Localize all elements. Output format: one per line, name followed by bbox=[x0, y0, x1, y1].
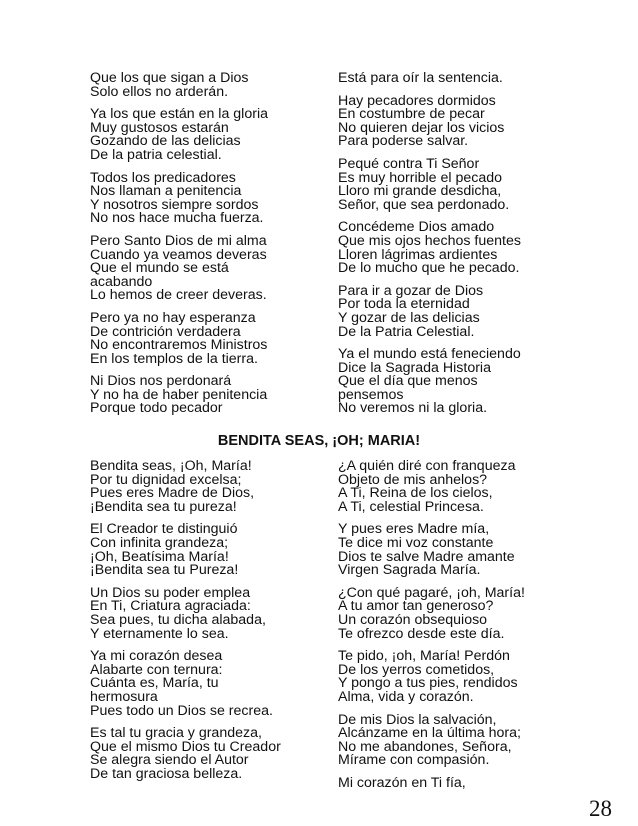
verse-line: En Ti, Criatura agraciada: bbox=[90, 598, 251, 615]
verse-line: ¿A quién diré con franqueza bbox=[338, 458, 516, 474]
verse-line: Y pues eres Madre mía, bbox=[338, 521, 490, 538]
verse-line: El Creador te distinguió bbox=[90, 521, 238, 538]
verse-line: ¡Bendita sea tu pureza! bbox=[90, 498, 237, 515]
verse-line: Lloren lágrimas ardientes bbox=[338, 246, 498, 263]
verse-line: Que el día que menos bbox=[338, 373, 478, 390]
verse-line: Cuánta es, María, tu bbox=[90, 675, 219, 692]
stanza bbox=[338, 72, 588, 86]
verse-line: Señor, que sea perdonado. bbox=[338, 196, 510, 213]
verse-line: No me abandones, Señora, bbox=[338, 738, 512, 755]
verse-line: acabando bbox=[90, 273, 153, 290]
poem-title-text: BENDITA SEAS, ¡OH; MARIA! bbox=[217, 433, 421, 449]
poem-column-left-1 bbox=[90, 72, 330, 425]
stanza bbox=[90, 523, 330, 577]
verse-line: De contrición verdadera bbox=[90, 323, 241, 340]
verse-line: Mírame con compasión. bbox=[338, 752, 490, 769]
verse-line: Nos llaman a penitencia bbox=[90, 183, 242, 200]
stanza bbox=[90, 650, 330, 718]
verse-line: Está para oír la sentencia. bbox=[338, 70, 503, 86]
verse-line: Gozando de las delicias bbox=[90, 133, 241, 150]
stanza bbox=[90, 375, 330, 416]
verse-line: Cuando ya veamos deveras bbox=[90, 246, 267, 263]
stanza bbox=[338, 155, 588, 213]
verse-line: pensemos bbox=[338, 386, 404, 403]
verse-line: No veremos ni la gloria. bbox=[338, 400, 488, 417]
verse-line: A tu amor tan generoso? bbox=[338, 598, 494, 615]
verse-line: Y no ha de haber penitencia bbox=[90, 386, 268, 403]
verse-line: Objeto de mis anhelos? bbox=[338, 471, 488, 488]
verse-line: Te ofrezco desde este día. bbox=[338, 625, 505, 642]
verse-line: A Ti, Reina de los cielos, bbox=[338, 485, 493, 502]
verse-line: Que el mundo se está bbox=[90, 260, 229, 277]
verse-line: Que mis ojos hechos fuentes bbox=[338, 232, 521, 249]
verse-line: Pero Santo Dios de mi alma bbox=[90, 232, 267, 249]
verse-line: Ya los que están en la gloria bbox=[90, 106, 268, 123]
verse-line: Y pongo a tus pies, rendidos bbox=[338, 675, 518, 692]
verse-line: Ya mi corazón desea bbox=[90, 648, 223, 665]
stanza bbox=[338, 711, 588, 769]
verse-line: En costumbre de pecar bbox=[338, 106, 485, 123]
stanza bbox=[338, 523, 588, 577]
stanza bbox=[338, 348, 588, 416]
verse-line: De los yerros cometidos, bbox=[338, 661, 495, 678]
stanza bbox=[90, 584, 330, 642]
stanza bbox=[90, 108, 330, 162]
stanza bbox=[90, 460, 330, 514]
page-number: 28 bbox=[589, 796, 612, 821]
verse-line: Dios te salve Madre amante bbox=[338, 548, 515, 565]
verse-line: Para poderse salvar. bbox=[338, 133, 469, 150]
verse-line: Alcánzame en la última hora; bbox=[338, 725, 521, 742]
verse-line: Alma, vida y corazón. bbox=[338, 688, 474, 705]
poem-column-left-2 bbox=[90, 460, 330, 790]
verse-line: ¡Oh, Beatísima María! bbox=[90, 548, 229, 565]
verse-line: Para ir a gozar de Dios bbox=[338, 282, 484, 299]
stanza bbox=[90, 727, 330, 781]
verse-line: Se alegra siendo el Autor bbox=[90, 752, 249, 769]
poem-column-right-1 bbox=[338, 72, 588, 425]
stanza bbox=[338, 460, 588, 514]
verse-line: Es muy horrible el pecado bbox=[338, 169, 503, 186]
verse-line: Solo ellos no arderán. bbox=[90, 83, 229, 100]
verse-line: Lo hemos de creer deveras. bbox=[90, 287, 267, 304]
verse-line: De mis Dios la salvación, bbox=[338, 711, 497, 728]
verse-line: Pues todo un Dios se recrea. bbox=[90, 702, 273, 719]
poem-column-right-2 bbox=[338, 460, 588, 799]
verse-line: A Ti, celestial Princesa. bbox=[338, 498, 484, 515]
verse-line: De tan graciosa belleza. bbox=[90, 765, 243, 782]
verse-line: Porque todo pecador bbox=[90, 400, 223, 417]
verse-line: Alabarte con ternura: bbox=[90, 661, 223, 678]
verse-line: Bendita seas, ¡Oh, María! bbox=[90, 458, 252, 474]
stanza bbox=[338, 584, 588, 642]
stanza bbox=[338, 221, 588, 275]
verse-line: De la patria celestial. bbox=[90, 146, 222, 163]
verse-line: Y eternamente lo sea. bbox=[90, 625, 229, 642]
verse-line: Pequé contra Ti Señor bbox=[338, 155, 480, 172]
stanza bbox=[338, 650, 588, 704]
verse-line: Te pido, ¡oh, María! Perdón bbox=[338, 648, 510, 665]
verse-line: Hay pecadores dormidos bbox=[338, 92, 496, 109]
stanza bbox=[338, 774, 588, 791]
stanza bbox=[90, 309, 330, 367]
verse-line: hermosura bbox=[90, 688, 158, 705]
verse-line: Y nosotros siempre sordos bbox=[90, 196, 259, 213]
verse-line: Con infinita grandeza; bbox=[90, 534, 229, 551]
verse-line: Ni Dios nos perdonará bbox=[90, 373, 232, 390]
verse-line: De la Patria Celestial. bbox=[338, 323, 475, 340]
verse-line: Muy gustosos estarán bbox=[90, 119, 229, 136]
verse-line: Por toda la eternidad bbox=[338, 296, 470, 313]
verse-line: No encontraremos Ministros bbox=[90, 337, 268, 354]
verse-line: Ya el mundo está feneciendo bbox=[338, 346, 521, 363]
verse-line: No nos hace mucha fuerza. bbox=[90, 210, 264, 227]
stanza bbox=[338, 92, 588, 150]
verse-line: Concédeme Dios amado bbox=[338, 219, 495, 236]
verse-line: Que el mismo Dios tu Creador bbox=[90, 738, 281, 755]
verse-line: En los templos de la tierra. bbox=[90, 350, 258, 367]
verse-line: Todos los predicadores bbox=[90, 169, 236, 186]
verse-line: Mi corazón en Ti fía, bbox=[338, 774, 466, 791]
verse-line: Dice la Sagrada Historia bbox=[338, 359, 491, 376]
verse-line: No quieren dejar los vicios bbox=[338, 119, 505, 136]
verse-line: Que los que sigan a Dios bbox=[90, 70, 249, 86]
verse-line: Un Dios su poder emplea bbox=[90, 584, 251, 601]
verse-line: De lo mucho que he pecado. bbox=[338, 260, 520, 277]
verse-line: Y gozar de las delicias bbox=[338, 309, 480, 326]
stanza bbox=[90, 232, 330, 304]
verse-line: Por tu dignidad excelsa; bbox=[90, 471, 242, 488]
verse-line: Lloro mi grande desdicha, bbox=[338, 183, 502, 200]
verse-line: ¿Con qué pagaré, ¡oh, María! bbox=[338, 584, 525, 601]
verse-line: Virgen Sagrada María. bbox=[338, 562, 481, 579]
verse-line: Sea pues, tu dicha alabada, bbox=[90, 611, 266, 628]
stanza bbox=[338, 282, 588, 340]
verse-line: Pues eres Madre de Dios, bbox=[90, 485, 255, 502]
verse-line: ¡Bendita sea tu Pureza! bbox=[90, 562, 239, 579]
verse-line: Un corazón obsequioso bbox=[338, 611, 488, 628]
poem-title bbox=[0, 433, 638, 449]
stanza bbox=[90, 169, 330, 227]
verse-line: Pero ya no hay esperanza bbox=[90, 309, 256, 326]
verse-line: Es tal tu gracia y grandeza, bbox=[90, 725, 262, 742]
stanza bbox=[90, 72, 330, 99]
verse-line: Te dice mi voz constante bbox=[338, 534, 494, 551]
